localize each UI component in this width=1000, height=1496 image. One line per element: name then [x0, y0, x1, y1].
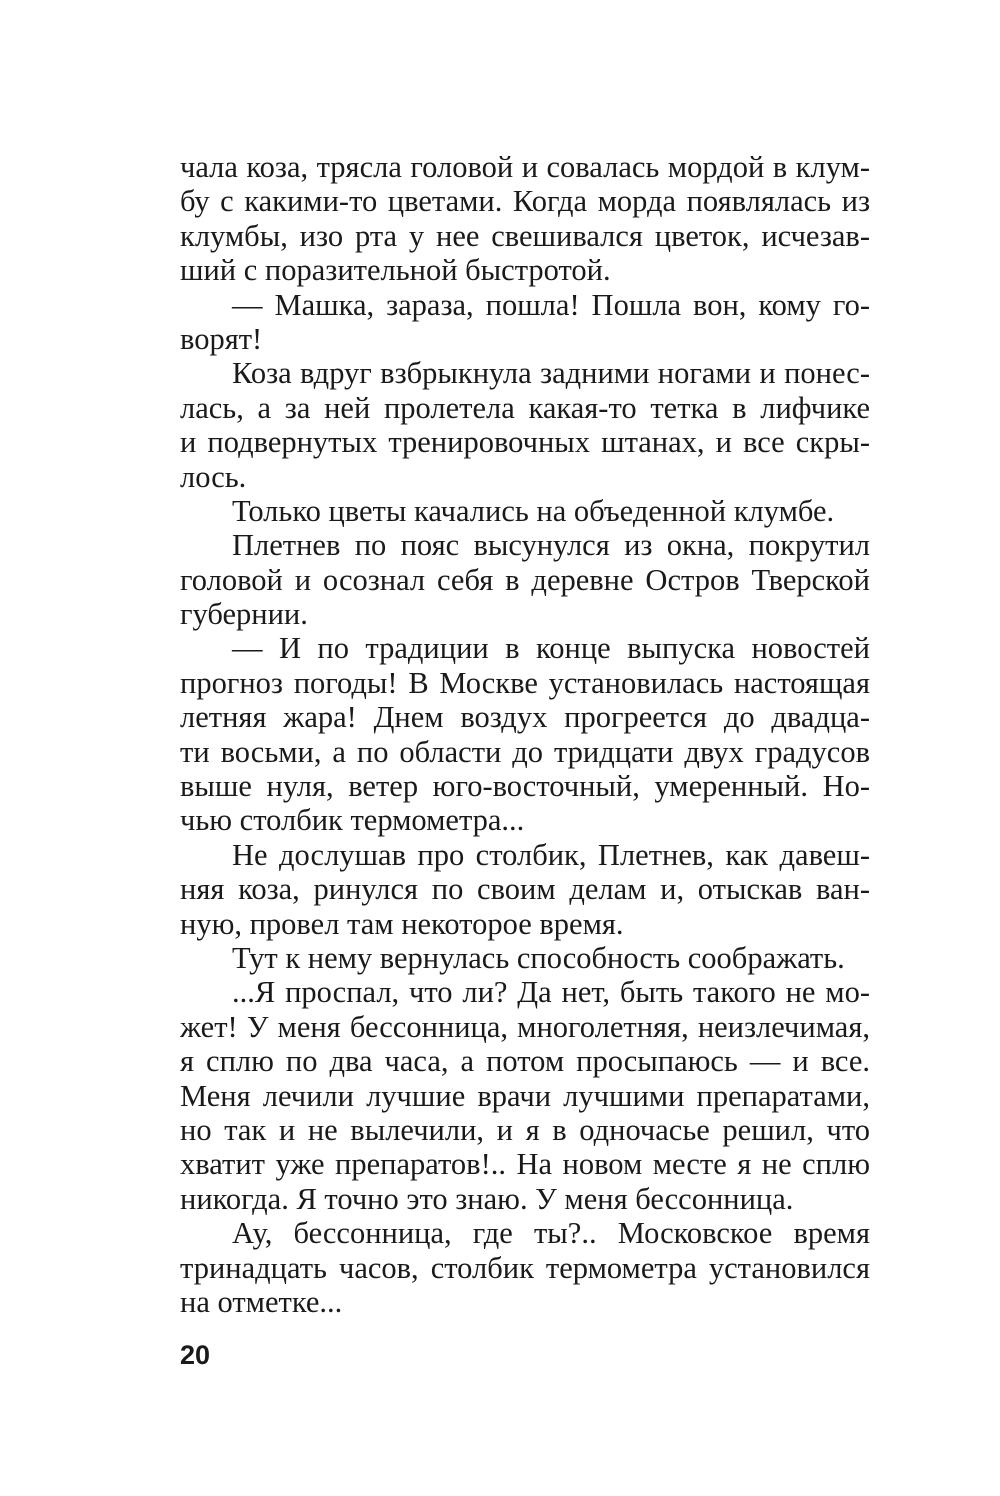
text-line: — И по традиции в конце выпуска новостей [232, 631, 870, 666]
text-line: губернии. [180, 597, 308, 632]
paragraph-6 [180, 631, 870, 837]
paragraph-4 [180, 494, 870, 528]
text-line: я сплю по два часа, а потом просыпаюсь — и все. [180, 1044, 870, 1079]
text-line: ...Я проспал, что ли? Да нет, быть такого не мо- [232, 975, 870, 1010]
text-line: и подвернутых тренировочных штанах, и все скры- [180, 425, 870, 460]
text-line: бу с какими-то цветами. Когда морда появлялась из [180, 184, 870, 219]
paragraph-1 [180, 150, 870, 288]
text-line: на отметке... [180, 1284, 343, 1319]
text-line: никогда. Я точно это знаю. У меня бессонница. [180, 1181, 794, 1216]
text-line: Не дослушав про столбик, Плетнев, как давеш- [232, 837, 870, 872]
text-line: Только цветы качались на объеденной клумбе. [232, 493, 835, 528]
text-line: Плетнев по пояс высунулся из окна, покрутил [232, 528, 870, 563]
paragraph-9 [180, 975, 870, 1216]
paragraph-3 [180, 356, 870, 494]
text-line: ти восьми, а по области до тридцати двух градусов [180, 734, 870, 769]
text-line: лась, а за ней пролетела какая-то тетка в лифчике [180, 390, 870, 425]
text-line: Ау, бессонница, где ты?.. Московское время [232, 1216, 870, 1251]
text-line: — Машка, зараза, пошла! Пошла вон, кому го- [232, 287, 870, 322]
text-line: прогноз погоды! В Москве установилась настоящая [180, 665, 870, 700]
text-line: ший с поразительной быстротой. [180, 253, 611, 288]
text-line: головой и осознал себя в деревне Остров Тверской [180, 562, 870, 597]
paragraph-5 [180, 528, 870, 631]
body-text [180, 150, 870, 1319]
text-line: Коза вдруг взбрыкнула задними ногами и понес- [232, 356, 870, 391]
text-line: тринадцать часов, столбик термометра установился [180, 1250, 870, 1285]
text-line: лось. [180, 459, 247, 494]
text-line: жет! У меня бессонница, многолетняя, неизлечимая, [180, 1009, 870, 1044]
paragraph-7 [180, 838, 870, 941]
text-line: летняя жара! Днем воздух прогреется до двадца- [180, 700, 870, 735]
text-line: ную, провел там некоторое время. [180, 906, 624, 941]
text-line: няя коза, ринулся по своим делам и, отыскав ван- [180, 872, 870, 907]
text-line: чью столбик термометра... [180, 803, 525, 838]
paragraph-2 [180, 288, 870, 357]
text-line: хватит уже препаратов!.. На новом месте я не сплю [180, 1147, 870, 1182]
text-line: чала коза, трясла головой и совалась мордой в клум- [180, 150, 870, 184]
text-line: но так и не вылечили, и я в одночасье решил, что [180, 1112, 870, 1147]
text-line: Меня лечили лучшие врачи лучшими препаратами, [180, 1078, 870, 1113]
text-line: Тут к нему вернулась способность соображать. [232, 940, 845, 975]
page-number: 20 [180, 1340, 211, 1370]
text-line: клумбы, изо рта у нее свешивался цветок, исчезав- [180, 218, 870, 253]
paragraph-10 [180, 1216, 870, 1319]
text-line: ворят! [180, 321, 263, 356]
text-line: выше нуля, ветер юго-восточный, умеренный. Но- [180, 769, 870, 804]
paragraph-8 [180, 941, 870, 975]
